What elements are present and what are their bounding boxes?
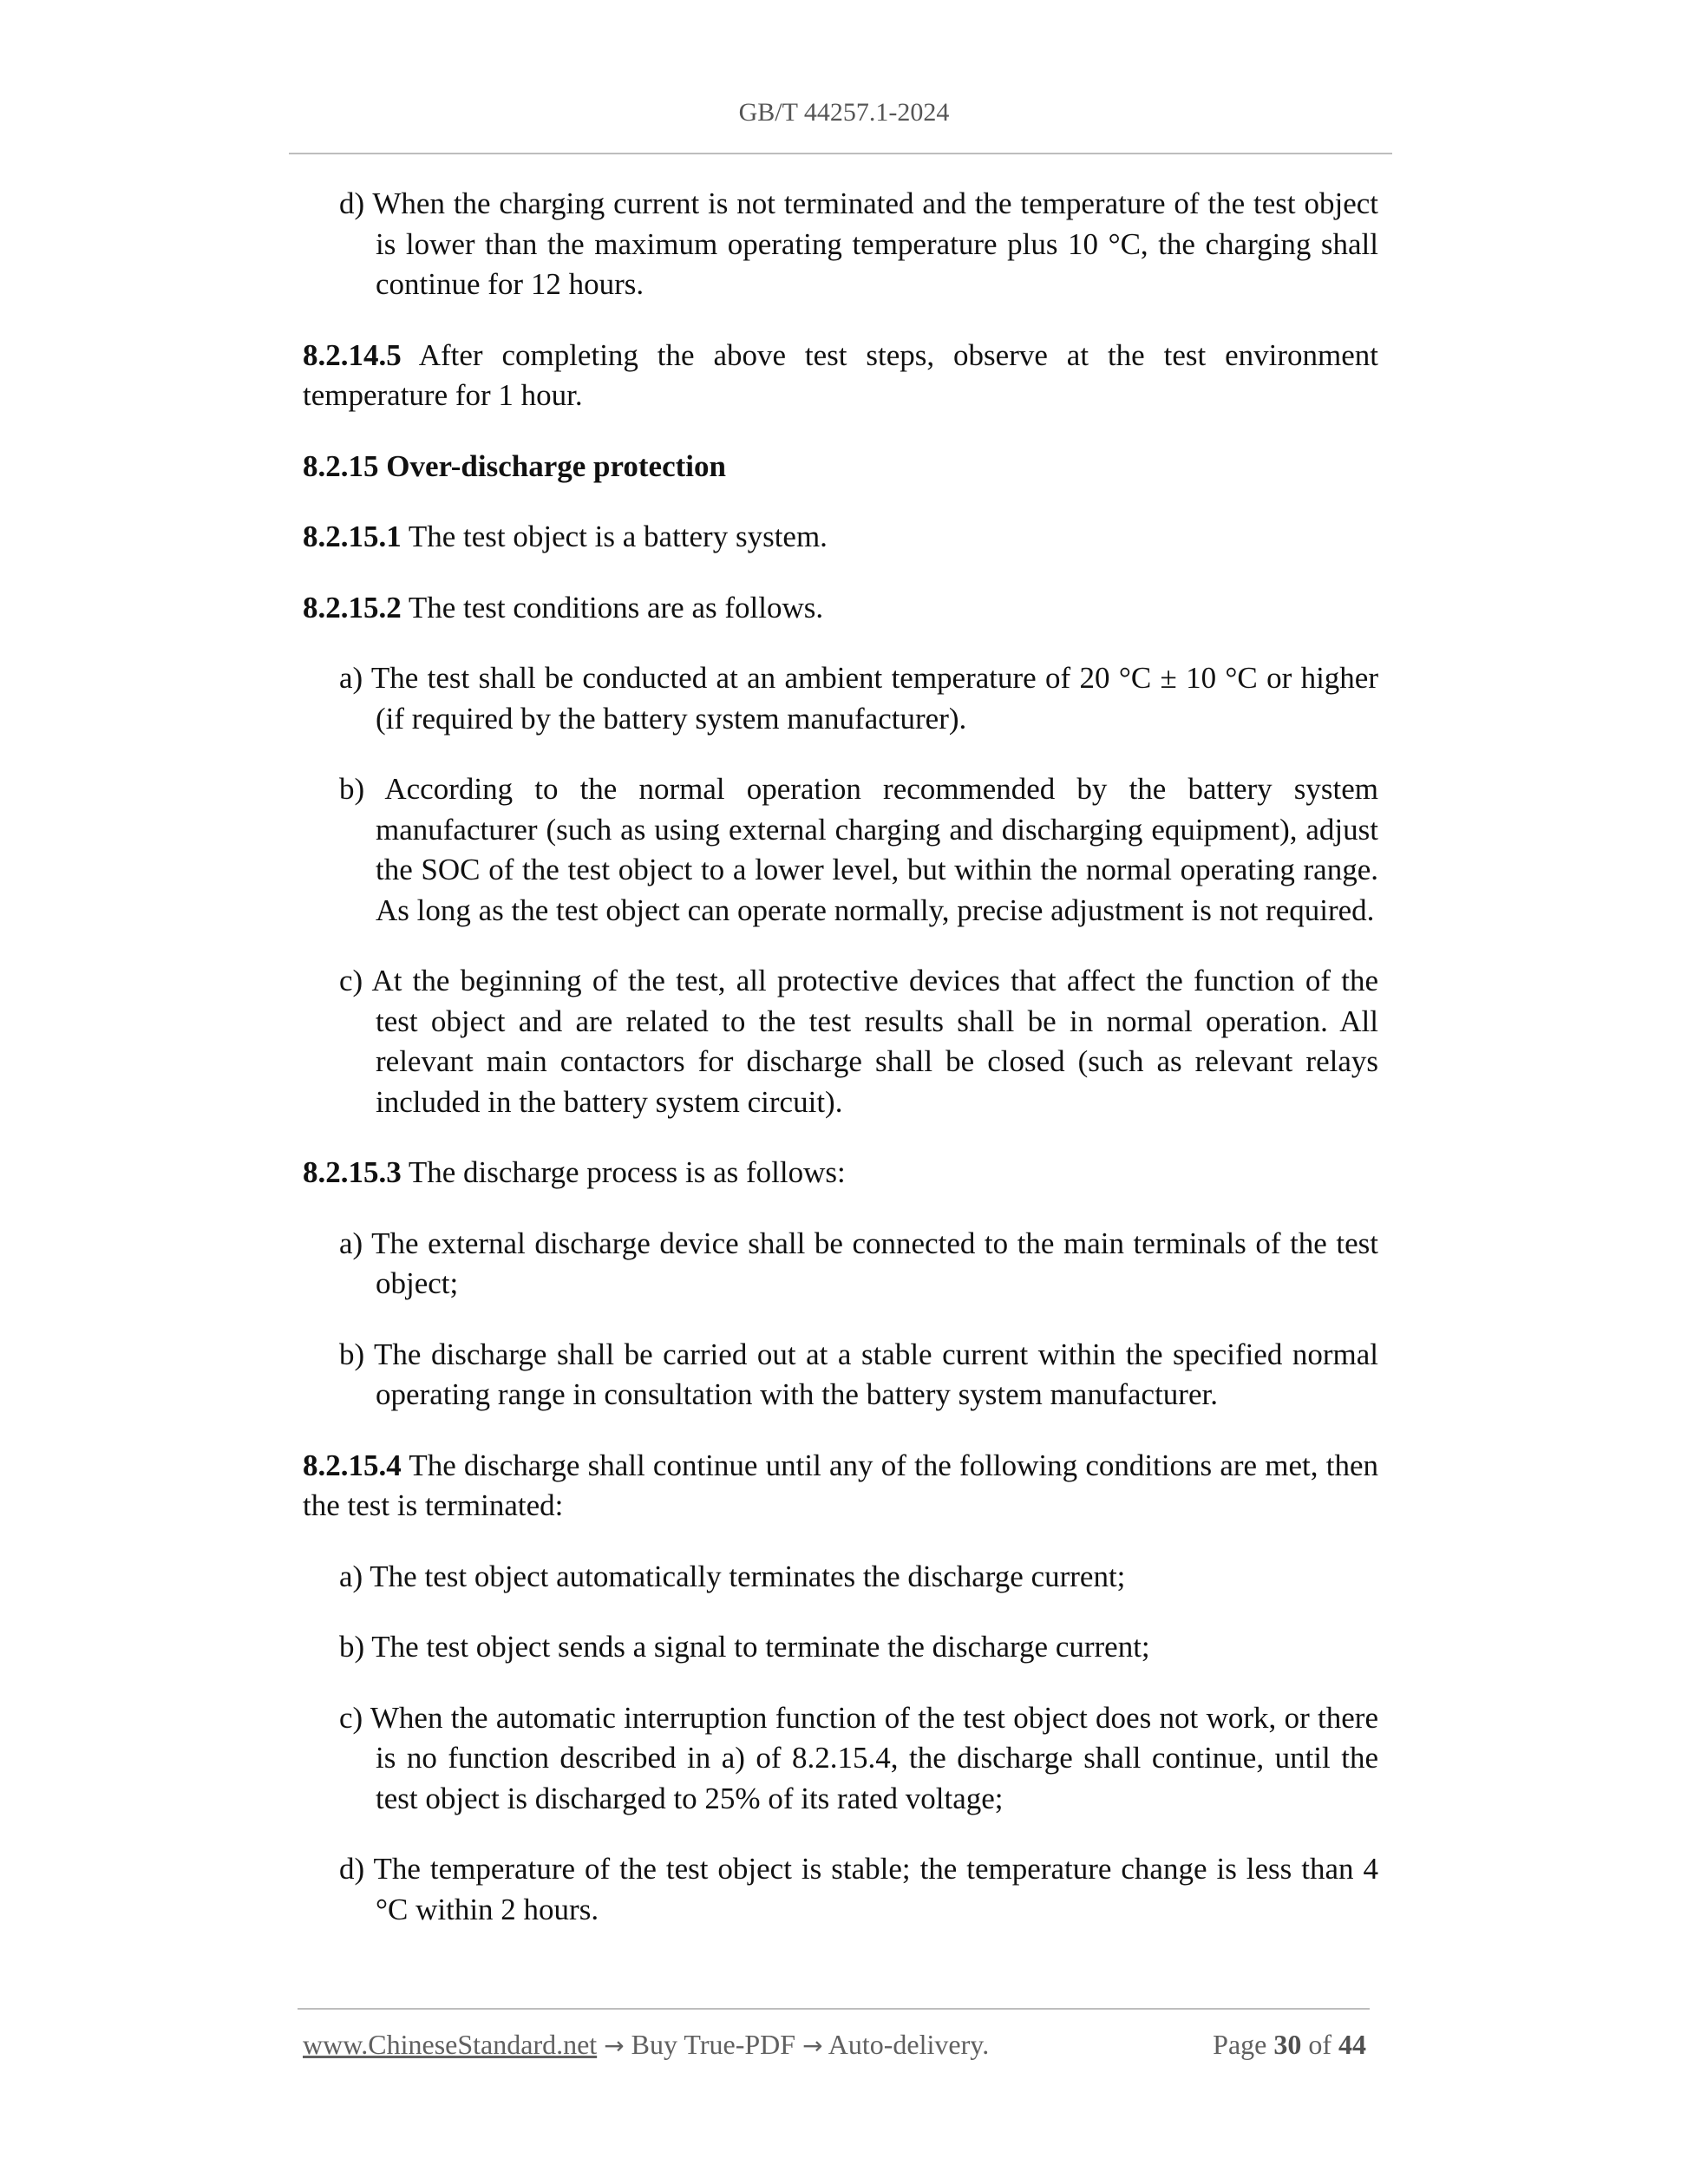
document-body [303, 184, 1378, 1960]
page-footer [303, 2029, 1366, 2061]
list-item-termination-b: b) The test object sends a signal to terminate the discharge current; [339, 1630, 1150, 1664]
buy-pdf-text: Buy True-PDF [624, 2029, 803, 2060]
clause-number: 8.2.15.2 [303, 590, 402, 624]
page-label: Page [1213, 2029, 1267, 2060]
page-total: 44 [1338, 2029, 1366, 2060]
clause-text: The discharge shall continue until any of the following conditions are met, then the test is terminated: [303, 1448, 1378, 1522]
clause-8-2-15-4 [303, 1446, 1378, 1527]
page-number: 30 [1273, 2029, 1302, 2060]
clause-text: After completing the above test steps, observe at the test environment temperature for 1 hour. [303, 337, 1378, 412]
of-label: of [1308, 2029, 1331, 2060]
list-item-termination-a: a) The test object automatically terminates the discharge current; [339, 1559, 1126, 1593]
clause-text: The discharge process is as follows: [401, 1155, 846, 1189]
section-heading-over-discharge: 8.2.15 Over-discharge protection [303, 448, 726, 483]
auto-delivery-text: Auto-delivery. [822, 2029, 990, 2060]
right-arrow-icon: → [604, 2031, 625, 2060]
list-item-termination-c: c) When the automatic interruption function of the test object does not work, or there is no function described in a) of 8.2.15.4, the discharge shall continue, until the test object is discharged to 25% of its rated voltage; [339, 1700, 1378, 1815]
clause-number: 8.2.15.4 [303, 1448, 402, 1482]
list-item-condition-c: c) At the beginning of the test, all protective devices that affect the function of the test object and are related to the test results shall be in normal operation. All relevant main contactors for discharge shall be closed (such as relevant relays included in the battery system circuit). [339, 964, 1378, 1119]
clause-number: 8.2.15.1 [303, 520, 402, 553]
clause-8-2-15-3 [303, 1153, 1378, 1193]
page-indicator [1213, 2029, 1366, 2061]
clause-number: 8.2.15.3 [303, 1155, 402, 1189]
list-item-condition-a: a) The test shall be conducted at an ambient temperature of 20 °C ± 10 °C or higher (if required by the battery system manufacturer). [339, 661, 1378, 736]
clause-8-2-15-2 [303, 588, 1378, 629]
list-item-process-a: a) The external discharge device shall be connected to the main terminals of the test object; [339, 1226, 1378, 1300]
header-divider [289, 153, 1392, 154]
website-link[interactable]: www.ChineseStandard.net [303, 2029, 598, 2060]
list-item-termination-d: d) The temperature of the test object is stable; the temperature change is less than 4 °C within 2 hours. [339, 1852, 1378, 1926]
clause-8-2-14-5 [303, 336, 1378, 416]
clause-text: The test object is a battery system. [401, 520, 828, 553]
footer-promo [303, 2029, 989, 2061]
document-header-title: GB/T 44257.1-2024 [738, 98, 950, 127]
footer-divider [298, 2008, 1370, 2010]
list-item-process-b: b) The discharge shall be carried out at a stable current within the specified normal operating range in consultation with the battery system manufacturer. [339, 1337, 1378, 1411]
clause-8-2-15-1 [303, 517, 1378, 558]
clause-number: 8.2.14.5 [303, 337, 402, 372]
clause-text: The test conditions are as follows. [401, 590, 824, 624]
list-item-d-charging: d) When the charging current is not terminated and the temperature of the test object is lower than the maximum operating temperature plus 10 °C, the charging shall continue for 12 hours. [339, 186, 1378, 301]
right-arrow-icon: → [802, 2031, 823, 2060]
list-item-condition-b: b) According to the normal operation recommended by the battery system manufacturer (such as using external charging and discharging equipment), adjust the SOC of the test object to a lower level, but within the normal operating range. As long as the test object can operate normally, precise adjustment is not required. [339, 772, 1378, 927]
